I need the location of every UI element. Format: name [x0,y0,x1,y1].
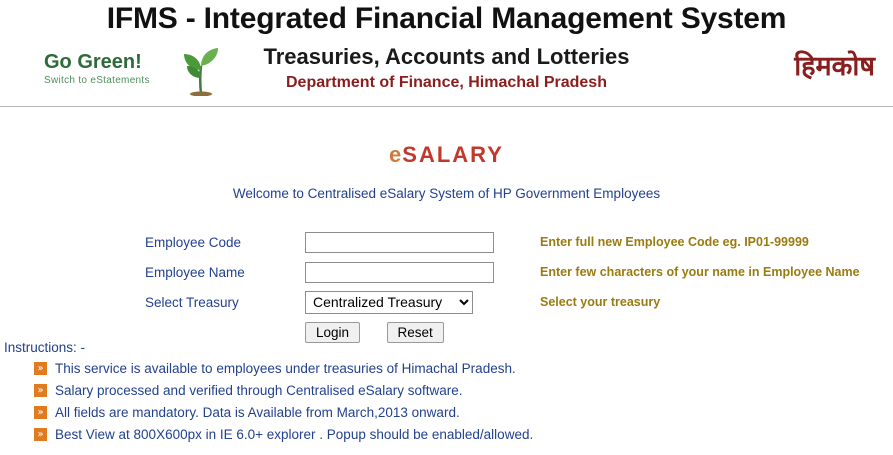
list-item [34,403,884,421]
instruction-text: This service is available to employees under treasuries of Himachal Pradesh. [55,360,516,376]
employee-code-hint: Enter full new Employee Code eg. IP01-99999 [540,235,809,249]
bullet-icon: » [34,406,47,419]
header-department: Department of Finance, Himachal Pradesh [286,74,607,91]
employee-name-input[interactable] [305,262,494,283]
instructions-title: Instructions: - [4,340,86,355]
go-green-subtitle: Switch to eStatements [44,75,150,86]
esalary-logo [0,142,893,168]
esalary-logo-salary: SALARY [402,142,504,167]
list-item [34,359,884,377]
site-header [0,0,893,107]
go-green-title: Go Green! [44,51,142,73]
bullet-icon: » [34,362,47,375]
instruction-text: Salary processed and verified through Centralised eSalary software. [55,382,463,398]
form-row-employee-code [0,228,893,256]
bullet-icon: » [34,384,47,397]
welcome-message: Welcome to Centralised eSalary System of HP Government Employees [232,186,661,201]
select-treasury-field-wrap [305,291,505,314]
treasury-select[interactable] [305,291,473,314]
header-subtitle: Treasuries, Accounts and Lotteries [263,44,630,69]
instructions-section [4,340,884,447]
instruction-text: All fields are mandatory. Data is Available from March,2013 onward. [55,404,460,420]
bullet-icon: » [34,428,47,441]
employee-name-label: Employee Name [145,264,245,280]
list-item [34,381,884,399]
form-row-employee-name [0,258,893,286]
reset-button[interactable]: Reset [387,322,444,343]
employee-code-field-wrap [305,232,505,253]
select-treasury-label: Select Treasury [145,294,239,310]
esalary-logo-e: e [389,142,403,167]
employee-name-hint: Enter few characters of your name in Employee Name [540,265,860,279]
page-title: IFMS - Integrated Financial Management System [106,2,787,35]
select-treasury-hint: Select your treasury [540,295,661,309]
list-item [34,425,884,443]
go-green-logo [44,52,194,86]
employee-code-label: Employee Code [145,234,242,250]
login-button[interactable]: Login [305,322,360,343]
himkosh-logo: हिमकोष [794,51,875,82]
login-form [0,228,893,343]
form-row-select-treasury [0,288,893,316]
employee-name-field-wrap [305,262,505,283]
instruction-text: Best View at 800X600px in IE 6.0+ explorer . Popup should be enabled/allowed. [55,426,534,442]
plant-icon [178,44,224,96]
employee-code-input[interactable] [305,232,494,253]
